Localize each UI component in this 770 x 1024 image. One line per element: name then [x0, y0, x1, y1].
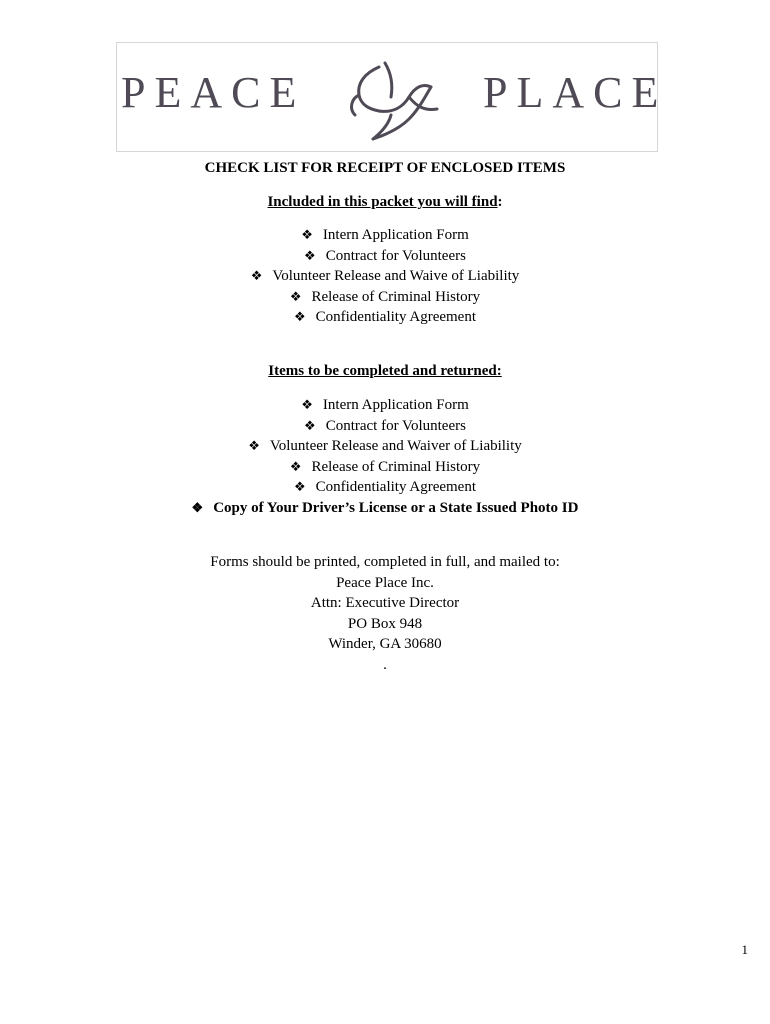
mailing-line-pobox: PO Box 948	[347, 615, 423, 632]
dove-icon	[339, 53, 449, 145]
list-item: ❖ Intern Application Form	[0, 395, 770, 416]
diamond-bullet-icon: ❖	[293, 309, 306, 325]
mailing-block	[0, 552, 770, 675]
included-heading	[0, 194, 770, 211]
mailing-line-attn: Attn: Executive Director	[310, 595, 460, 611]
page-number: 1	[741, 942, 748, 957]
included-list	[0, 225, 770, 328]
diamond-bullet-icon: ❖	[293, 479, 306, 495]
included-heading-colon: :	[497, 194, 503, 210]
return-heading-text: Items to be completed and returned:	[268, 363, 502, 379]
list-item-photo-id: ❖ Copy of Your Driver’s License or a State Issued Photo ID	[0, 498, 770, 519]
list-item: ❖ Intern Application Form	[0, 225, 770, 246]
list-item: ❖ Release of Criminal History	[0, 287, 770, 308]
diamond-bullet-icon: ❖	[304, 247, 316, 263]
logo-word-peace: PEACE	[121, 68, 306, 117]
diamond-bullet-icon: ❖	[289, 288, 302, 304]
included-heading-text: Included in this packet you will find	[267, 194, 498, 210]
list-item: ❖ Release of Criminal History	[0, 457, 770, 478]
mailing-line-org: Peace Place Inc.	[336, 574, 434, 591]
diamond-bullet-icon: ❖	[248, 438, 260, 454]
diamond-bullet-icon: ❖	[289, 458, 302, 474]
list-item: ❖ Confidentiality Agreement	[0, 477, 770, 498]
list-item: ❖ Contract for Volunteers	[0, 416, 770, 437]
list-item: ❖ Confidentiality Agreement	[0, 307, 770, 328]
diamond-bullet-icon: ❖	[301, 227, 313, 242]
list-item: ❖ Volunteer Release and Waive of Liability	[0, 266, 770, 287]
diamond-bullet-icon: ❖	[191, 499, 204, 515]
diamond-bullet-icon: ❖	[250, 268, 263, 284]
list-item: ❖ Contract for Volunteers	[0, 246, 770, 267]
diamond-bullet-icon: ❖	[304, 417, 316, 433]
mailing-intro: Forms should be printed, completed in full, and mailed to:	[210, 554, 560, 570]
mailing-line-period: .	[383, 656, 387, 673]
diamond-bullet-icon: ❖	[301, 397, 313, 412]
return-list	[0, 395, 770, 519]
list-item: ❖ Volunteer Release and Waiver of Liability	[0, 436, 770, 457]
logo-banner	[116, 42, 668, 152]
return-heading	[0, 363, 770, 380]
page-title: CHECK LIST FOR RECEIPT OF ENCLOSED ITEMS	[204, 160, 566, 176]
mailing-line-city: Winder, GA 30680	[328, 636, 442, 652]
logo-word-place: PLACE	[483, 68, 668, 117]
